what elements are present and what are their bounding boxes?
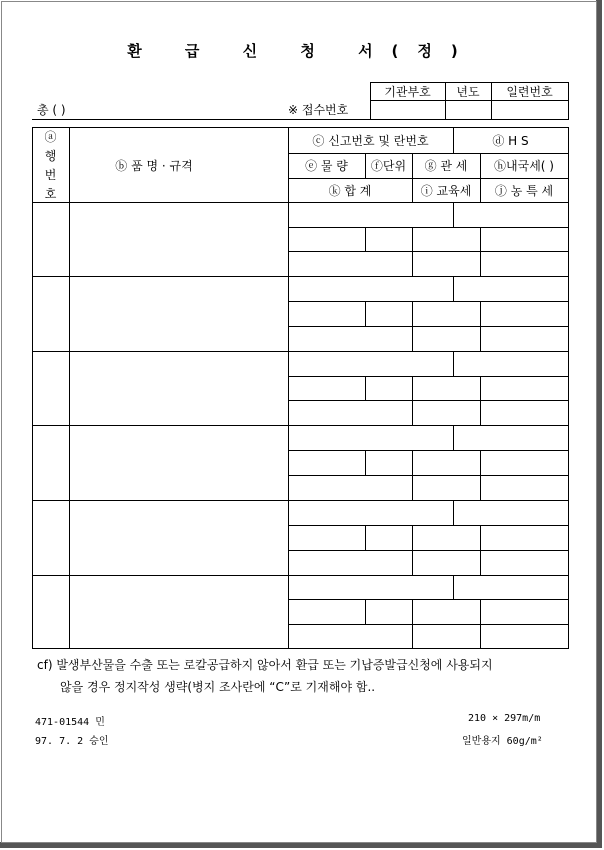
item-hs-divider — [453, 425, 454, 450]
item-hs-divider — [453, 500, 454, 525]
item-hs-divider — [453, 202, 454, 227]
item-hs-divider — [453, 351, 454, 376]
paper-size: 210 × 297m/m — [468, 713, 541, 724]
item-unit-divider — [365, 450, 366, 475]
item-customs-divider — [412, 450, 413, 500]
item-customs-divider — [412, 599, 413, 648]
header-box-bottom — [32, 119, 569, 120]
form-number: 471-01544 민 — [35, 717, 105, 728]
header-box-mid — [370, 100, 569, 101]
total-count-label: 총 ( ) — [37, 103, 66, 117]
item-row-top-border — [32, 425, 569, 426]
item-row-top-border — [32, 575, 569, 576]
item-hs-divider — [453, 575, 454, 599]
hs-code-header: ⓓ H S — [492, 134, 529, 148]
table-bottom-border — [32, 648, 569, 649]
item-internal-divider — [480, 227, 481, 276]
item-subrow-divider — [288, 450, 569, 451]
education-tax-header: ⓘ 교육세 — [420, 183, 472, 198]
item-unit-divider — [365, 599, 366, 624]
serial-number-label: 일련번호 — [506, 84, 553, 99]
item-unit-divider — [365, 227, 366, 251]
header-box-right — [568, 82, 569, 119]
customs-tax-header: ⓖ 관 세 — [424, 159, 468, 173]
item-subrow-divider — [288, 475, 569, 476]
item-unit-divider — [365, 525, 366, 550]
item-subrow-divider — [288, 326, 569, 327]
item-unit-divider — [365, 376, 366, 400]
footnote-line-2: 않을 경우 정지작성 생략(병지 조사란에 “C”로 기재해야 함.. — [60, 680, 376, 694]
row-number-mark: ⓐ — [44, 130, 57, 144]
item-customs-divider — [412, 525, 413, 575]
item-internal-divider — [480, 301, 481, 351]
table-left-border — [32, 127, 33, 649]
total-header: ⓚ 합 계 — [328, 183, 372, 198]
item-subrow-divider — [288, 301, 569, 302]
item-subrow-divider — [288, 599, 569, 600]
item-customs-divider — [412, 301, 413, 351]
product-column-divider — [288, 127, 289, 649]
quantity-header: ⓔ 물 량 — [305, 159, 348, 173]
item-internal-divider — [480, 376, 481, 425]
table-right-border — [568, 127, 569, 649]
item-row-top-border — [32, 276, 569, 277]
item-hs-divider — [453, 276, 454, 301]
internal-tax-header: ⓗ내국세( ) — [494, 159, 554, 173]
item-subrow-divider — [288, 227, 569, 228]
item-subrow-divider — [288, 400, 569, 401]
item-internal-divider — [480, 525, 481, 575]
agency-code-label: 기관부호 — [384, 84, 431, 99]
row-number-char-1: 행 — [44, 149, 57, 163]
rural-tax-header: ⓙ 농 특 세 — [494, 183, 554, 198]
footnote-line-1: cf) 발생부산물을 수출 또는 로칼공급하지 않아서 환급 또는 기납증발급신청에 사용되지 — [37, 658, 493, 672]
item-customs-divider — [412, 227, 413, 276]
item-subrow-divider — [288, 376, 569, 377]
paper-type: 일반용지 60g/m² — [462, 736, 543, 747]
item-subrow-divider — [288, 525, 569, 526]
form-title: 환 급 신 청 서(정) — [127, 42, 477, 60]
year-label: 년도 — [456, 84, 480, 99]
item-subrow-divider — [288, 550, 569, 551]
declaration-number-header: ⓒ 신고번호 및 란번호 — [312, 134, 429, 148]
row-number-char-3: 호 — [44, 187, 57, 201]
row-number-header — [32, 128, 69, 204]
product-spec-header: ⓑ 품 명 · 규격 — [115, 158, 193, 173]
item-subrow-divider — [288, 624, 569, 625]
row-number-column-divider — [69, 127, 70, 649]
item-subrow-divider — [288, 251, 569, 252]
item-internal-divider — [480, 599, 481, 648]
unit-header: ⓕ단위 — [370, 159, 407, 173]
item-row-top-border — [32, 500, 569, 501]
item-unit-divider — [365, 301, 366, 326]
item-row-top-border — [32, 202, 569, 203]
item-internal-divider — [480, 450, 481, 500]
approval-date: 97. 7. 2 승인 — [35, 736, 109, 747]
row-number-char-2: 번 — [44, 168, 57, 182]
item-customs-divider — [412, 376, 413, 425]
receipt-number-label: ※ 접수번호 — [288, 103, 349, 117]
item-row-top-border — [32, 351, 569, 352]
